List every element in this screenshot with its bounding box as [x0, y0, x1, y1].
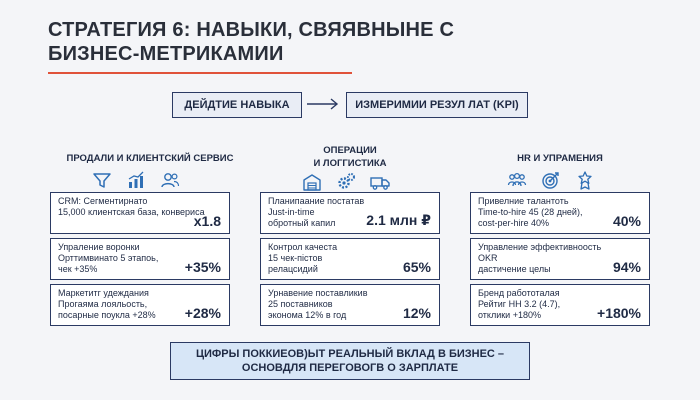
kpi-card [470, 238, 650, 280]
bar-chart-icon [126, 170, 146, 190]
column-heading-sales: ПРОДАЛИ И КЛИЕНТСКИЙ СЕРВИС [66, 153, 234, 164]
funnel-icon [92, 170, 112, 190]
kpi-card-value: 40% [612, 213, 641, 229]
gears-icon [336, 172, 356, 192]
flow-box-kpi: ИЗМЕРИМИИ РЕЗУЛ ЛАТ (KPI) [346, 92, 528, 118]
column-heading-hr: HR И УПРАМЕНИЯ [517, 153, 603, 164]
kpi-card-description: Планипаание постатав Just-in-time обротный капил [268, 196, 365, 228]
kpi-card-value: 2.1 млн ₽ [366, 212, 431, 228]
kpi-card [50, 238, 230, 280]
users-icon [160, 170, 180, 190]
right-arrow-icon [306, 96, 340, 112]
kpi-card-value: 12% [402, 305, 431, 321]
kpi-card [50, 284, 230, 326]
page-title-line1: СТРАТЕГИЯ 6: НАВЫКИ, СВЯЯВНЫНЕ С [48, 19, 455, 41]
kpi-card-description: Бренд работоталая Рейтиг НН 3.2 (4.7), отклики +180% [478, 288, 561, 320]
kpi-card [470, 192, 650, 234]
kpi-card-value: x1.8 [193, 213, 221, 229]
flow-box-skills: ДЕЙДТИЕ НАВЫКА [172, 92, 302, 118]
kpi-card-description: Управление эффективноость OKR дастичение целы [478, 242, 602, 274]
page-title [48, 18, 454, 66]
warehouse-icon [302, 172, 322, 192]
kpi-card-description: Упраление воронки Орттимвинато 5 этапоь, чек +35% [58, 242, 159, 274]
kpi-card-value: 65% [402, 259, 431, 275]
column-icons-operations [302, 172, 390, 194]
truck-icon [370, 172, 390, 192]
team-icon [507, 170, 527, 190]
target-icon [541, 170, 561, 190]
kpi-card-description: Маркетитг удеждания Прогаяма лояльость, посарные поукла +28% [58, 288, 156, 320]
kpi-card-value: +35% [184, 259, 221, 275]
conclusion-line2: ОСНОВДЛЯ ПЕРЕГОВОГВ О ЗАРПЛАТЕ [241, 362, 459, 374]
kpi-card-description: Урнавение поставликив 25 поставников эконома 12% в год [268, 288, 368, 320]
award-icon [575, 170, 595, 190]
kpi-card [260, 192, 440, 234]
column-icons-sales [92, 170, 180, 192]
kpi-card [470, 284, 650, 326]
column-icons-hr [507, 170, 595, 192]
title-underline [48, 72, 352, 74]
kpi-card [50, 192, 230, 234]
kpi-card [260, 284, 440, 326]
kpi-card-description: Контрол качеста 15 чек-пістов релацсидий [268, 242, 338, 274]
kpi-card-value: 94% [612, 259, 641, 275]
kpi-card-value: +28% [184, 305, 221, 321]
conclusion-banner [170, 342, 530, 380]
skill-to-kpi-flow [0, 92, 700, 118]
kpi-card-description: Привелние талантоть Time-to-hire 45 (28 дней), cost-per-hire 40% [478, 196, 583, 228]
kpi-card [260, 238, 440, 280]
kpi-card-value: +180% [597, 305, 641, 321]
kpi-card-description: CRM: Сегментирнато 15,000 клиентская база, конвериса [58, 196, 205, 217]
page-title-line2: БИЗНЕС-МЕТРИКАМИИ [48, 43, 284, 65]
column-heading-operations: ОПЕРАЦИИ И ЛОГГИСТИКА [313, 145, 387, 169]
conclusion-line1: ЦИФРЫ ПОККИЕОВ)ЫТ РЕАЛЬНЫЙ ВКЛАД В БИЗНЕС – [195, 348, 505, 360]
